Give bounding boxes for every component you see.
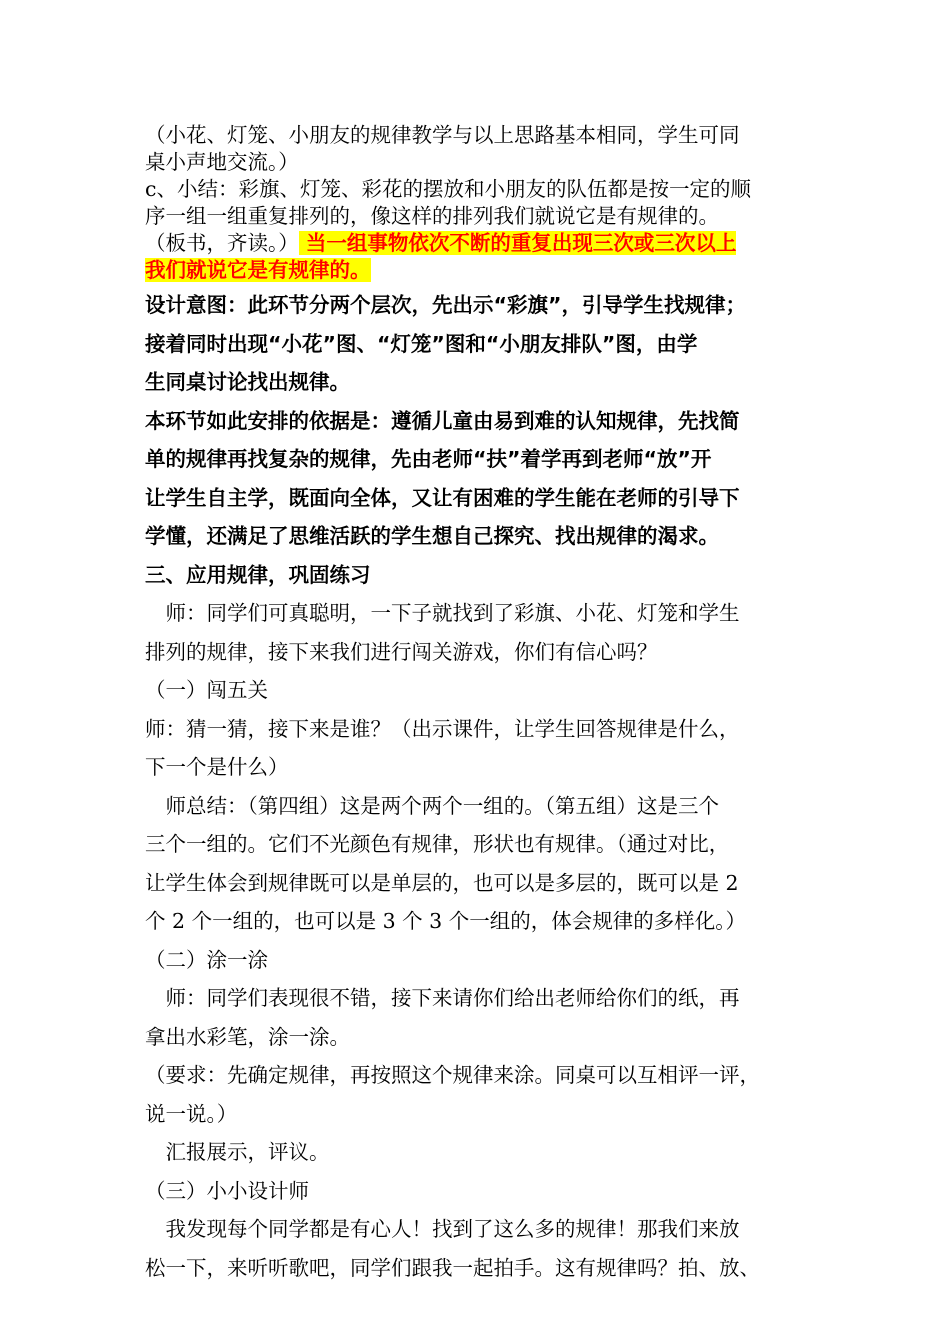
paragraph-rationale: [145, 402, 810, 556]
text-line: [145, 230, 810, 257]
text-line: 下一个是什么）: [145, 755, 289, 779]
paragraph-design-intent: [145, 286, 810, 402]
text-line: 我发现每个同学都是有心人！找到了这么多的规律！那我们来放: [165, 1217, 740, 1241]
text-line: 本环节如此安排的依据是：遵循儿童由易到难的认知规律，先找简: [145, 408, 740, 433]
paragraph-requirements: [145, 1056, 810, 1133]
text-line: 让学生体会到规律既可以是单层的，也可以是多层的，既可以是 2: [145, 870, 739, 895]
text-line: 桌小声地交流。）: [145, 150, 299, 174]
text-line: 三个一组的。它们不光颜色有规律，形状也有规律。（通过对比，: [145, 832, 730, 856]
text-line: 个 2 个一组的，也可以是 3 个 3 个一组的，体会规律的多样化。）: [145, 909, 746, 933]
text-line: （要求：先确定规律，再按照这个规律来涂。同桌可以互相评一评，: [145, 1063, 760, 1087]
text-line: 让学生自主学，既面向全体，又让有困难的学生能在老师的引导下: [145, 485, 740, 510]
text-line: 接着同时出现“小花”图、“灯笼”图和“小朋友排队”图，由学: [145, 331, 698, 356]
paragraph-group-note: [145, 122, 810, 176]
subsection-heading: （二）涂一涂: [145, 947, 268, 972]
text-line: 师：猜一猜，接下来是谁？（出示课件，让学生回答规律是什么，: [145, 716, 740, 741]
paragraph-summary: [145, 176, 810, 284]
text-line: c、小结：彩旗、灯笼、彩花的摆放和小朋友的队伍都是按一定的顺: [145, 177, 751, 201]
section-heading: 三、应用规律，巩固练习: [145, 562, 371, 587]
text-line: [145, 257, 810, 284]
subsection-heading: （一）闯五关: [145, 678, 268, 702]
text-line: 设计意图：此环节分两个层次，先出示“彩旗”，引导学生找规律；: [145, 293, 746, 317]
paragraph-teacher-intro: [145, 594, 810, 671]
text-line: 排列的规律，接下来我们进行闯关游戏，你们有信心吗？: [145, 639, 658, 664]
text-line: 生同桌讨论找出规律。: [145, 370, 350, 394]
text-line: 学懂，还满足了思维活跃的学生想自己探究、找出规律的渴求。: [145, 524, 719, 548]
paragraph-designer: [145, 1210, 810, 1287]
highlighted-text: 当一组事物依次不断的重复出现三次或三次以上: [298, 231, 737, 255]
subsection-heading: （三）小小设计师: [145, 1178, 309, 1203]
paragraph-teacher-summary: [145, 787, 810, 941]
text-line: 拿出水彩笔，涂一涂。: [145, 1024, 350, 1049]
text-span: （板书，齐读。）: [145, 231, 299, 255]
text-line: （小花、灯笼、小朋友的规律教学与以上思路基本相同，学生可同: [145, 123, 740, 147]
document-page: [145, 122, 810, 1287]
text-line: 单的规律再找复杂的规律，先由老师“扶”着学再到老师“放”开: [145, 447, 712, 471]
text-line: 松一下，来听听歌吧，同学们跟我一起拍手。这有规律吗？拍、放、: [145, 1255, 760, 1280]
text-line: 说一说。）: [145, 1101, 238, 1126]
paragraph-report: 汇报展示，评议。: [165, 1140, 330, 1164]
paragraph-guess: [145, 710, 810, 787]
paragraph-coloring: [145, 979, 810, 1056]
text-line: 序一组一组重复排列的，像这样的排列我们就说它是有规律的。: [145, 204, 719, 228]
text-line: 师：同学们可真聪明，一下子就找到了彩旗、小花、灯笼和学生: [165, 601, 740, 625]
text-line: 师：同学们表现很不错，接下来请你们给出老师给你们的纸，再: [165, 986, 740, 1010]
highlighted-text: 我们就说它是有规律的。: [145, 258, 371, 282]
text-line: 师总结：（第四组）这是两个两个一组的。（第五组）这是三个: [165, 793, 719, 818]
